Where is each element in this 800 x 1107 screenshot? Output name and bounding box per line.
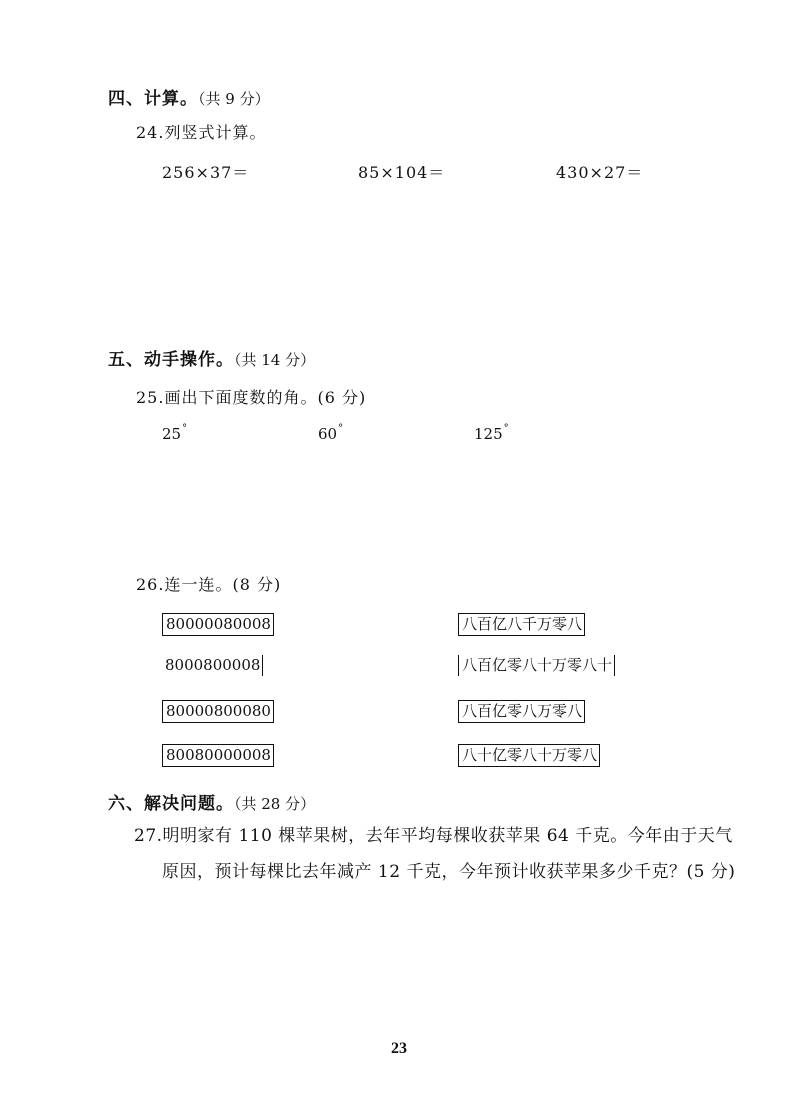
section-6-title: 六、解决问题。 xyxy=(108,794,234,814)
angle-60 xyxy=(318,423,343,443)
section-5-title: 五、动手操作。 xyxy=(108,350,234,370)
angle-60-value: 60 xyxy=(318,425,338,443)
section-5-score: （共 14 分） xyxy=(234,351,316,369)
left-number-4[interactable]: 80080000008 xyxy=(162,744,274,767)
degree-symbol: ° xyxy=(182,423,188,434)
page-number: 23 xyxy=(391,1040,407,1057)
calc-item-2: 85×104＝ xyxy=(358,163,446,182)
section-4-score: （共 9 分） xyxy=(198,90,270,108)
degree-symbol: ° xyxy=(338,423,344,434)
question-25-label: 25.画出下面度数的角。(6 分) xyxy=(136,388,367,407)
question-27-line-2: 原因，预计每棵比去年减产 12 千克，今年预计收获苹果多少千克？(5 分) xyxy=(162,862,736,882)
left-number-2[interactable]: 8000800008 xyxy=(162,655,263,676)
right-chinese-3[interactable]: 八百亿零八万零八 xyxy=(458,700,585,723)
section-5-heading xyxy=(108,345,315,370)
left-number-3[interactable]: 80000800080 xyxy=(162,700,274,723)
calc-item-3: 430×27＝ xyxy=(556,163,644,182)
angle-25 xyxy=(162,423,187,443)
right-chinese-4[interactable]: 八十亿零八十万零八 xyxy=(458,744,600,767)
angle-125 xyxy=(474,423,509,443)
right-chinese-1[interactable]: 八百亿八千万零八 xyxy=(458,613,585,636)
angle-125-value: 125 xyxy=(474,425,503,443)
question-26-label: 26.连一连。(8 分) xyxy=(136,575,282,594)
question-24-label: 24.列竖式计算。 xyxy=(136,123,267,142)
angle-25-value: 25 xyxy=(162,425,182,443)
section-6-heading xyxy=(108,789,315,814)
question-27-line-1: 27.明明家有 110 棵苹果树，去年平均每棵收获苹果 64 千克。今年由于天气 xyxy=(134,826,733,846)
section-4-heading xyxy=(108,84,270,109)
right-chinese-2[interactable]: 八百亿零八十万零八十 xyxy=(458,655,615,676)
degree-symbol: ° xyxy=(503,423,509,434)
section-4-title: 四、计算。 xyxy=(108,89,198,109)
left-number-1[interactable]: 80000080008 xyxy=(162,613,274,636)
calc-item-1: 256×37＝ xyxy=(162,163,250,182)
section-6-score: （共 28 分） xyxy=(234,795,316,813)
